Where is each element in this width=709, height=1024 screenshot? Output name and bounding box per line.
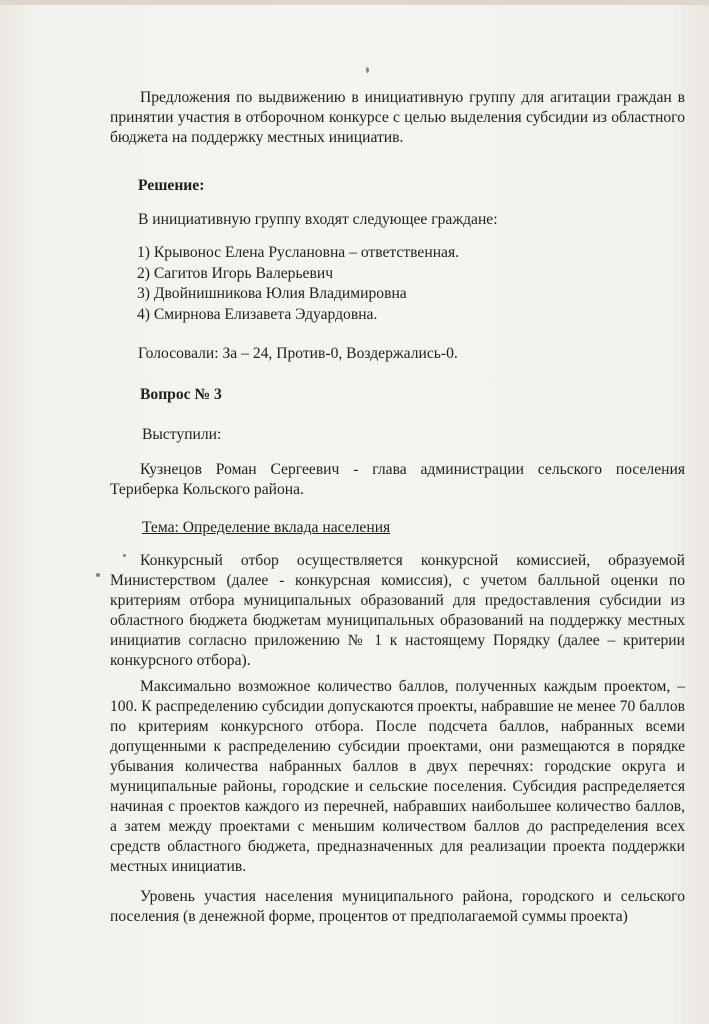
list-item: 2) Сагитов Игорь Валерьевич <box>137 264 334 282</box>
paragraph-1: Конкурсный отбор осуществляется конкурсной комиссией, образуемой Министерством (далее - конкурсная комиссия), с учетом балльной оценки по критериям отбора муниципальных образований для предоставления субсидии из областного бюджета бюджетам муниципальных образований на поддержку местных инициатив согласно приложению № 1 к настоящему Порядку (далее – критерии конкурсного отбора). <box>110 552 685 669</box>
vote-result: Голосовали: За – 24, Против-0, Воздержались-0. <box>138 345 458 362</box>
speaker-paragraph: Кузнецов Роман Сергеевич - глава администрации сельского поселения Териберка Кольского района. <box>110 461 685 498</box>
list-item: 4) Смирнова Елизавета Эдуардовна. <box>137 305 378 323</box>
scan-speck <box>96 573 100 577</box>
decision-heading: Решение: <box>138 177 205 194</box>
speakers-label: Выступили: <box>142 426 222 443</box>
group-intro: В инициативную группу входят следующее граждане: <box>138 211 498 228</box>
intro-paragraph: Предложения по выдвижению в инициативную группу для агитации граждан в принятии участия в отборочном конкурсе с целью выделения субсидии из областного бюджета на поддержку местных инициатив. <box>110 89 685 146</box>
question-heading: Вопрос № 3 <box>140 386 222 403</box>
paragraph-2: Максимально возможное количество баллов, полученных каждым проектом, – 100. К распределению субсидии допускаются проекты, набравшие не менее 70 баллов по критериям конкурсного отбора. После подсчета баллов, набранных всеми допущенными к распределению субсидии проектами, они размещаются в порядке убывания количества набранных баллов в двух перечнях: городские округа и муниципальные районы, городские и сельские поселения. Субсидия распределяется начиная с проектов каждого из перечней, набравших наибольшее количество баллов, а затем между проектами с меньшим количеством баллов до распределения всех средств областного бюджета, предназначенных для реализации проекта поддержки местных инициатив. <box>110 678 685 875</box>
topic-line: Тема: Определение вклада населения <box>142 519 391 536</box>
members-list <box>137 243 677 325</box>
scan-speck <box>366 67 369 73</box>
list-item: 3) Двойнишникова Юлия Владимировна <box>137 285 407 302</box>
list-item: 1) Крывонос Елена Руслановна – ответственная. <box>137 244 460 261</box>
paragraph-3: Уровень участия населения муниципального района, городского и сельского поселения (в денежной форме, процентов от предполагаемой суммы проекта) <box>110 888 685 925</box>
scan-speck <box>123 554 126 557</box>
